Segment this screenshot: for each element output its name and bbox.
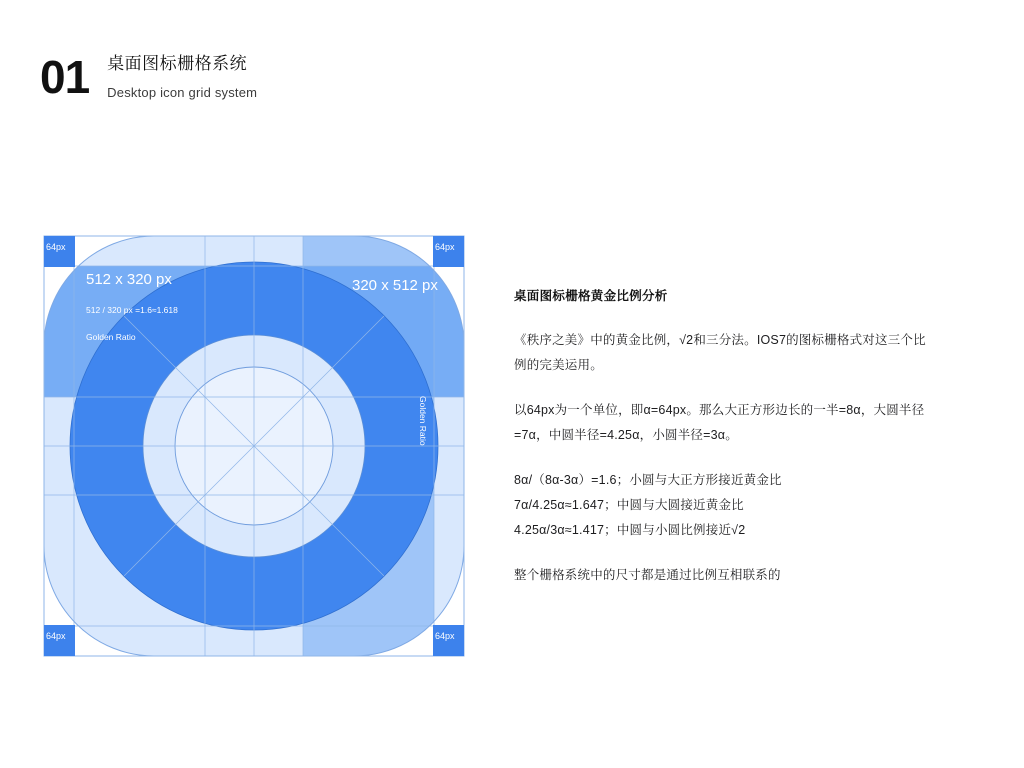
horizontal-size-label: 512 x 320 px <box>86 271 172 288</box>
page-title: 桌面图标栅格系统 <box>107 54 248 73</box>
notes-paragraph-3 <box>514 468 934 543</box>
notes-ratio-line-1: 8α/（8α-3α）=1.6；小圆与大正方形接近黄金比 <box>514 473 782 487</box>
grid-svg <box>36 228 472 664</box>
page-header <box>40 48 257 104</box>
page-subtitle: Desktop icon grid system <box>107 85 258 100</box>
notes-ratio-line-3: 4.25α/3α≈1.417；中圆与小圆比例接近√2 <box>514 523 746 537</box>
notes-paragraph-2: 以64px为一个单位，即α=64px。那么大正方形边长的一半=8α，大圆半径=7α，中圆半径=4.25α，小圆半径=3α。 <box>514 403 925 442</box>
vertical-golden-ratio-label: Golden Ratio <box>418 396 428 446</box>
corner-label-top-right: 64px <box>435 242 455 252</box>
notes-ratio-line-2: 7α/4.25α≈1.647；中圆与大圆接近黄金比 <box>514 498 744 512</box>
notes-title: 桌面图标栅格黄金比例分析 <box>514 289 668 303</box>
icon-grid-diagram <box>36 228 472 664</box>
notes-paragraph-4: 整个栅格系统中的尺寸都是通过比例互相联系的 <box>514 568 781 582</box>
corner-label-top-left: 64px <box>46 242 66 252</box>
horizontal-ratio-label: 512 / 320 px =1.6≈1.618 <box>86 305 178 315</box>
corner-label-bottom-right: 64px <box>435 631 455 641</box>
analysis-notes <box>514 286 934 608</box>
horizontal-golden-ratio-label: Golden Ratio <box>86 332 136 342</box>
vertical-size-label: 320 x 512 px <box>352 277 438 294</box>
header-text-group <box>107 48 257 104</box>
notes-paragraph-1: 《秩序之美》中的黄金比例，√2和三分法。IOS7的图标栅格式对这三个比例的完美运用。 <box>514 333 926 372</box>
section-number: 01 <box>40 51 90 103</box>
corner-label-bottom-left: 64px <box>46 631 66 641</box>
